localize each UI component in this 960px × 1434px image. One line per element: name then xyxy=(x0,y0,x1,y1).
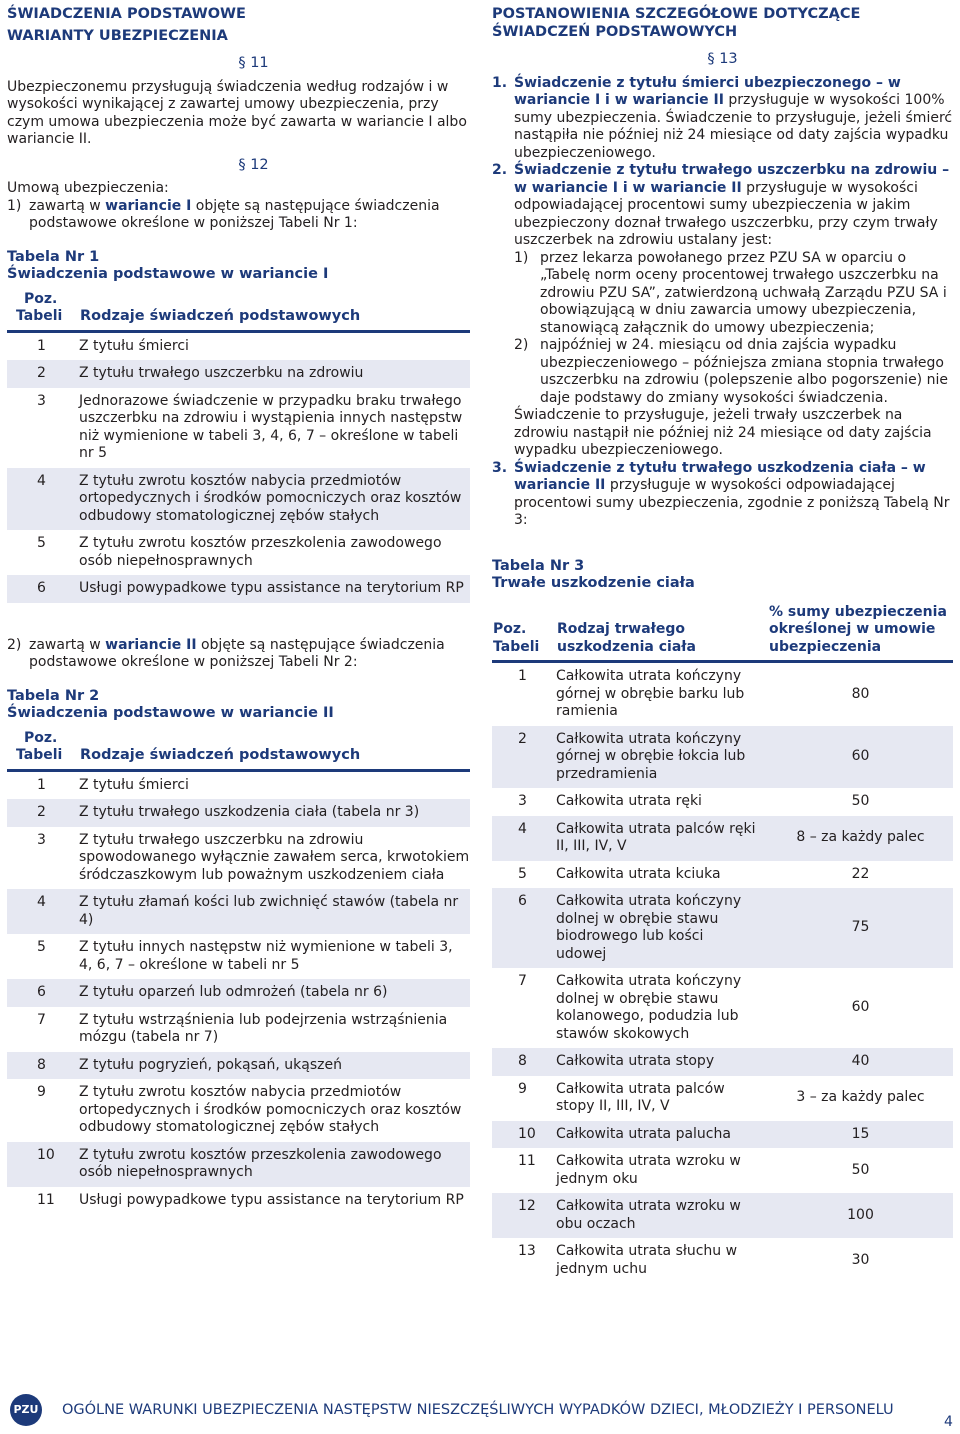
row-text: Z tytułu złamań kości lub zwichnięć stawów (tabela nr 4) xyxy=(79,894,459,928)
text-run: przysługuje w wysokości odpowiadającej procentowi sumy ubezpieczenia w jakim ubezpieczony doznał trwałego uszczerbku, przy czym trwały uszczerbek na zdrowiu ustalany jest: xyxy=(514,179,938,248)
clause-number: 3. xyxy=(492,459,508,476)
row-text: Całkowita utrata słuchu w jednym uchu xyxy=(556,1243,738,1277)
table-row xyxy=(492,888,953,968)
row-number: 6 xyxy=(518,893,527,909)
table-header-position xyxy=(492,603,556,662)
clause-text xyxy=(514,75,953,163)
right-column xyxy=(492,0,953,1283)
row-number: 11 xyxy=(37,1191,55,1208)
table-header-types: Rodzaje świadczeń podstawowych xyxy=(80,747,361,763)
row-text: Jednorazowe świadczenie w przypadku braku trwałego uszczerbku na zdrowiu i wystąpienia innych następstw niż wymienione w tabeli 3, 4, 6, 7 – określone w tabeli nr 5 xyxy=(79,392,463,461)
row-text: Całkowita utrata kciuka xyxy=(556,865,721,882)
row-value: 22 xyxy=(851,865,870,882)
row-number: 5 xyxy=(37,939,46,955)
table-header-position xyxy=(7,729,79,771)
table-header-row xyxy=(7,729,470,771)
row-number: 5 xyxy=(518,865,527,882)
header-text: Tabeli xyxy=(16,308,63,324)
table-row xyxy=(492,1238,953,1283)
row-text: Całkowita utrata stopy xyxy=(556,1053,715,1069)
table-1-body xyxy=(7,331,470,603)
row-value: 60 xyxy=(851,748,870,764)
row-value: 60 xyxy=(851,999,870,1016)
table-1 xyxy=(7,290,470,603)
row-text: Z tytułu zwrotu kosztów przeszkolenia zawodowego osób niepełnosprawnych xyxy=(79,1146,442,1180)
table-row xyxy=(7,770,470,799)
row-number: 3 xyxy=(518,793,527,809)
table-row xyxy=(7,889,470,934)
row-number: 6 xyxy=(37,984,46,1000)
list-number: 2) xyxy=(7,636,22,653)
table-row xyxy=(7,1187,470,1215)
table-row xyxy=(492,726,953,789)
table-2-title: Tabela Nr 2 xyxy=(7,687,100,704)
section-subheading: WARIANTY UBEZPIECZENIA xyxy=(7,27,228,44)
list-item-1 xyxy=(7,198,470,233)
clause-number: 2. xyxy=(492,162,508,178)
table-row xyxy=(7,979,470,1007)
table-row xyxy=(7,934,470,979)
table-3-body xyxy=(492,662,953,1284)
row-number: 5 xyxy=(37,535,46,551)
clause-title: Świadczenie z tytułu trwałego uszczerbku na zdrowiu – w wariancie I i w wariancie II xyxy=(514,162,950,196)
sub-item-number: 1) xyxy=(514,249,529,266)
row-text: Z tytułu trwałego uszczerbku na zdrowiu spowodowanego wyłącznie zawałem serca, krwotokiem śródczaszkowym lub poważnym uszkodzeniem ciała xyxy=(79,831,470,883)
row-value: 75 xyxy=(851,919,870,936)
sub-item-text: przez lekarza powołanego przez PZU SA w oparciu o „Tabelę norm oceny procentowej trwałego uszczerbku na zdrowiu PZU SA”, zatwierdzoną uchwałą Zarządu PZU SA i obowiązującą w dniu zawarcia umowy ubezpieczenia, stanowiącą załącznik do umowy ubezpieczenia; xyxy=(540,249,947,336)
table-row xyxy=(7,360,470,388)
table-1-title: Tabela Nr 1 xyxy=(7,248,100,265)
text-run: zawartą w xyxy=(29,197,106,214)
row-number: 6 xyxy=(37,580,46,596)
clause-body xyxy=(514,162,953,460)
row-value: 80 xyxy=(851,685,870,702)
paragraph-12-number: § 12 xyxy=(238,156,269,173)
left-column xyxy=(7,0,470,1214)
table-2-subtitle: Świadczenia podstawowe w wariancie II xyxy=(7,705,334,721)
paragraph-13-number: § 13 xyxy=(707,51,738,67)
table-row xyxy=(492,1193,953,1238)
row-number: 2 xyxy=(37,804,46,820)
table-3 xyxy=(492,603,953,1284)
header-text: uszkodzenia ciała xyxy=(557,638,696,655)
list-item-2 xyxy=(7,637,470,672)
row-text: Całkowita utrata kończyny górnej w obrębie łokcia lub przedramienia xyxy=(556,730,746,782)
table-row xyxy=(7,331,470,360)
table-1-subtitle: Świadczenia podstawowe w wariancie I xyxy=(7,266,329,282)
row-text: Całkowita utrata wzroku w obu oczach xyxy=(556,1198,741,1232)
row-text: Z tytułu trwałego uszczerbku na zdrowiu xyxy=(79,365,364,381)
row-text: Całkowita utrata wzroku w jednym oku xyxy=(556,1153,741,1187)
row-text: Całkowita utrata palców ręki II, III, IV, V xyxy=(556,820,756,854)
row-text: Z tytułu zwrotu kosztów nabycia przedmiotów ortopedycznych i środków pomocniczych oraz kosztów odbudowy stomatologicznej zębów stałych xyxy=(79,1084,462,1135)
row-text: Z tytułu pogryzień, pokąsań, ukąszeń xyxy=(79,1056,342,1073)
header-text: Poz. xyxy=(493,621,527,637)
row-text: Z tytułu trwałego uszkodzenia ciała (tabela nr 3) xyxy=(79,804,420,820)
row-value: 30 xyxy=(851,1251,870,1268)
text-run: przysługuje w wysokości odpowiadającej procentowi sumy ubezpieczenia, zgodnie z poniższą Tabelą Nr 3: xyxy=(514,477,950,528)
section-heading: POSTANOWIENIA SZCZEGÓŁOWE DOTYCZĄCE xyxy=(492,6,861,22)
row-number: 7 xyxy=(518,973,527,989)
row-number: 10 xyxy=(37,1146,55,1163)
row-number: 13 xyxy=(518,1243,536,1259)
clause-1 xyxy=(492,75,953,163)
header-text: Poz. xyxy=(24,290,58,307)
sub-item-number: 2) xyxy=(514,337,529,353)
row-text: Z tytułu innych następstw niż wymienione w tabeli 3, 4, 6, 7 – określone w tabeli nr 5 xyxy=(79,939,453,973)
table-row xyxy=(7,530,470,575)
table-row xyxy=(7,575,470,603)
row-number: 1 xyxy=(518,668,527,684)
row-value: 50 xyxy=(851,793,870,809)
row-number: 8 xyxy=(518,1053,527,1069)
table-header-types: Rodzaje świadczeń podstawowych xyxy=(80,308,361,324)
row-text: Całkowita utrata kończyny dolnej w obrębie stawu biodrowego lub kości udowej xyxy=(556,893,742,962)
clause-text xyxy=(514,460,953,530)
sub-item-2 xyxy=(514,337,953,407)
row-text: Z tytułu śmierci xyxy=(79,337,189,354)
table-header-row xyxy=(492,603,953,662)
row-number: 4 xyxy=(37,472,46,489)
row-number: 11 xyxy=(518,1153,536,1169)
row-text: Z tytułu zwrotu kosztów przeszkolenia zawodowego osób niepełnosprawnych xyxy=(79,535,442,569)
sub-item-text: najpóźniej w 24. miesiącu od dnia zajścia wypadku ubezpieczeniowego – późniejsza zmiana stopnia trwałego uszczerbku na zdrowiu (polepszenie albo pogorszenie) nie daje podstawy do zmiany wysokości świadczenia. xyxy=(540,337,948,406)
row-number: 8 xyxy=(37,1056,46,1073)
row-text: Całkowita utrata palców stopy II, III, IV, V xyxy=(556,1080,725,1114)
row-text: Z tytułu śmierci xyxy=(79,776,189,793)
table-row xyxy=(7,1007,470,1052)
clause-3 xyxy=(492,460,953,530)
section-subheading: ŚWIADCZEŃ PODSTAWOWYCH xyxy=(492,23,738,40)
header-text: Poz. xyxy=(24,729,58,746)
row-number: 7 xyxy=(37,1011,46,1028)
row-text: Całkowita utrata palucha xyxy=(556,1125,731,1142)
table-3-title: Tabela Nr 3 xyxy=(492,557,585,574)
table-row xyxy=(492,861,953,889)
table-row xyxy=(492,1048,953,1076)
row-text: Całkowita utrata kończyny górnej w obrębie barku lub ramienia xyxy=(556,668,745,719)
table-row xyxy=(7,1052,470,1080)
table-row xyxy=(7,799,470,827)
sub-item-1 xyxy=(514,250,953,338)
row-number: 10 xyxy=(518,1125,536,1142)
header-text: Tabeli xyxy=(493,638,540,655)
header-text: Tabeli xyxy=(16,747,63,763)
pzu-logo: PZU xyxy=(10,1394,42,1426)
row-text: Usługi powypadkowe typu assistance na terytorium RP xyxy=(79,1191,464,1208)
paragraph-12-intro: Umową ubezpieczenia: xyxy=(7,180,169,196)
table-row xyxy=(7,388,470,468)
clause-2 xyxy=(492,162,953,460)
row-number: 1 xyxy=(37,776,46,793)
list-text xyxy=(29,198,470,233)
table-row xyxy=(492,1076,953,1121)
row-text: Całkowita utrata ręki xyxy=(556,793,702,809)
page-number: 4 xyxy=(944,1414,953,1430)
table-row xyxy=(492,1121,953,1149)
text-run: objęte są następujące świadczenia podstawowe określone w poniższej Tabeli Nr 1: xyxy=(29,197,440,231)
table-row xyxy=(7,1079,470,1142)
row-number: 9 xyxy=(518,1080,527,1097)
row-text: Z tytułu wstrząśnienia lub podejrzenia wstrząśnienia mózgu (tabela nr 7) xyxy=(79,1011,448,1045)
row-value: 100 xyxy=(847,1206,874,1223)
row-number: 3 xyxy=(37,831,46,848)
row-number: 3 xyxy=(37,392,46,409)
row-number: 9 xyxy=(37,1084,46,1100)
clause-title: Świadczenie z tytułu śmierci ubezpieczonego – w wariancie I i w wariancie II xyxy=(514,74,901,108)
variant-name: wariancie II xyxy=(105,636,197,653)
table-header-percent: % sumy ubezpieczenia określonej w umowie ubezpieczenia xyxy=(769,603,947,655)
table-row xyxy=(492,662,953,726)
table-header-position xyxy=(7,290,79,332)
table-row xyxy=(492,1148,953,1193)
table-2-body xyxy=(7,770,470,1214)
clause-2-tail: Świadczenie to przysługuje, jeżeli trwały uszczerbek na zdrowiu nastąpił nie później niż 24 miesiące od daty zajścia wypadku ubezpieczeniowego. xyxy=(514,407,932,458)
variant-name: wariancie I xyxy=(105,197,192,214)
row-number: 1 xyxy=(37,337,46,354)
row-value: 15 xyxy=(851,1125,870,1142)
text-run: objęte są następujące świadczenia podstawowe określone w poniższej Tabeli Nr 2: xyxy=(29,636,445,670)
row-number: 2 xyxy=(37,365,46,381)
footer-title: OGÓLNE WARUNKI UBEZPIECZENIA NASTĘPSTW NIESZCZĘŚLIWYCH WYPADKÓW DZIECI, MŁODZIEŻY I PERSONELU xyxy=(62,1402,894,1418)
table-row xyxy=(492,968,953,1048)
row-text: Usługi powypadkowe typu assistance na terytorium RP xyxy=(79,580,464,596)
row-number: 12 xyxy=(518,1198,536,1214)
row-value: 40 xyxy=(851,1053,870,1069)
table-row xyxy=(492,816,953,861)
table-header-type xyxy=(556,603,768,662)
table-3-subtitle: Trwałe uszkodzenie ciała xyxy=(492,575,695,591)
row-number: 2 xyxy=(518,730,527,747)
row-text: Z tytułu oparzeń lub odmrożeń (tabela nr 6) xyxy=(79,984,388,1000)
list-number: 1) xyxy=(7,197,22,214)
row-text: Całkowita utrata kończyny dolnej w obrębie stawu kolanowego, podudzia lub stawów skokowych xyxy=(556,973,742,1042)
clause-number: 1. xyxy=(492,74,508,91)
table-row xyxy=(7,468,470,531)
row-text: Z tytułu zwrotu kosztów nabycia przedmiotów ortopedycznych i środków pomocniczych oraz kosztów odbudowy stomatologicznej zębów stałych xyxy=(79,472,462,524)
row-number: 4 xyxy=(37,894,46,910)
row-value: 8 – za każdy palec xyxy=(796,829,925,846)
list-text xyxy=(29,637,470,672)
row-number: 4 xyxy=(518,820,527,837)
table-header-row xyxy=(7,290,470,332)
paragraph-11-number: § 11 xyxy=(238,55,269,71)
table-row xyxy=(492,788,953,816)
header-text: Rodzaj trwałego xyxy=(557,621,685,637)
table-row xyxy=(7,827,470,890)
clause-title: Świadczenie z tytułu trwałego uszkodzenia ciała – w wariancie II xyxy=(514,459,926,493)
text-run: zawartą w xyxy=(29,636,106,653)
section-heading: ŚWIADCZENIA PODSTAWOWE xyxy=(7,6,246,22)
table-2 xyxy=(7,729,470,1215)
table-row xyxy=(7,1142,470,1187)
paragraph-11-text: Ubezpieczonemu przysługują świadczenia według rodzajów i w wysokości wynikającej z zawartej umowy ubezpieczenia, przy czym umowa ubezpieczenia może być zawarta w wariancie I albo wariancie II. xyxy=(7,78,467,147)
row-value: 50 xyxy=(851,1161,870,1178)
row-value: 3 – za każdy palec xyxy=(796,1089,925,1106)
text-run: przysługuje w wysokości 100% sumy ubezpieczenia. Świadczenie to przysługuje, jeżeli śmierć nastąpiła nie później niż 24 miesiące od daty zajścia wypadku ubezpieczeniowego. xyxy=(514,92,953,161)
